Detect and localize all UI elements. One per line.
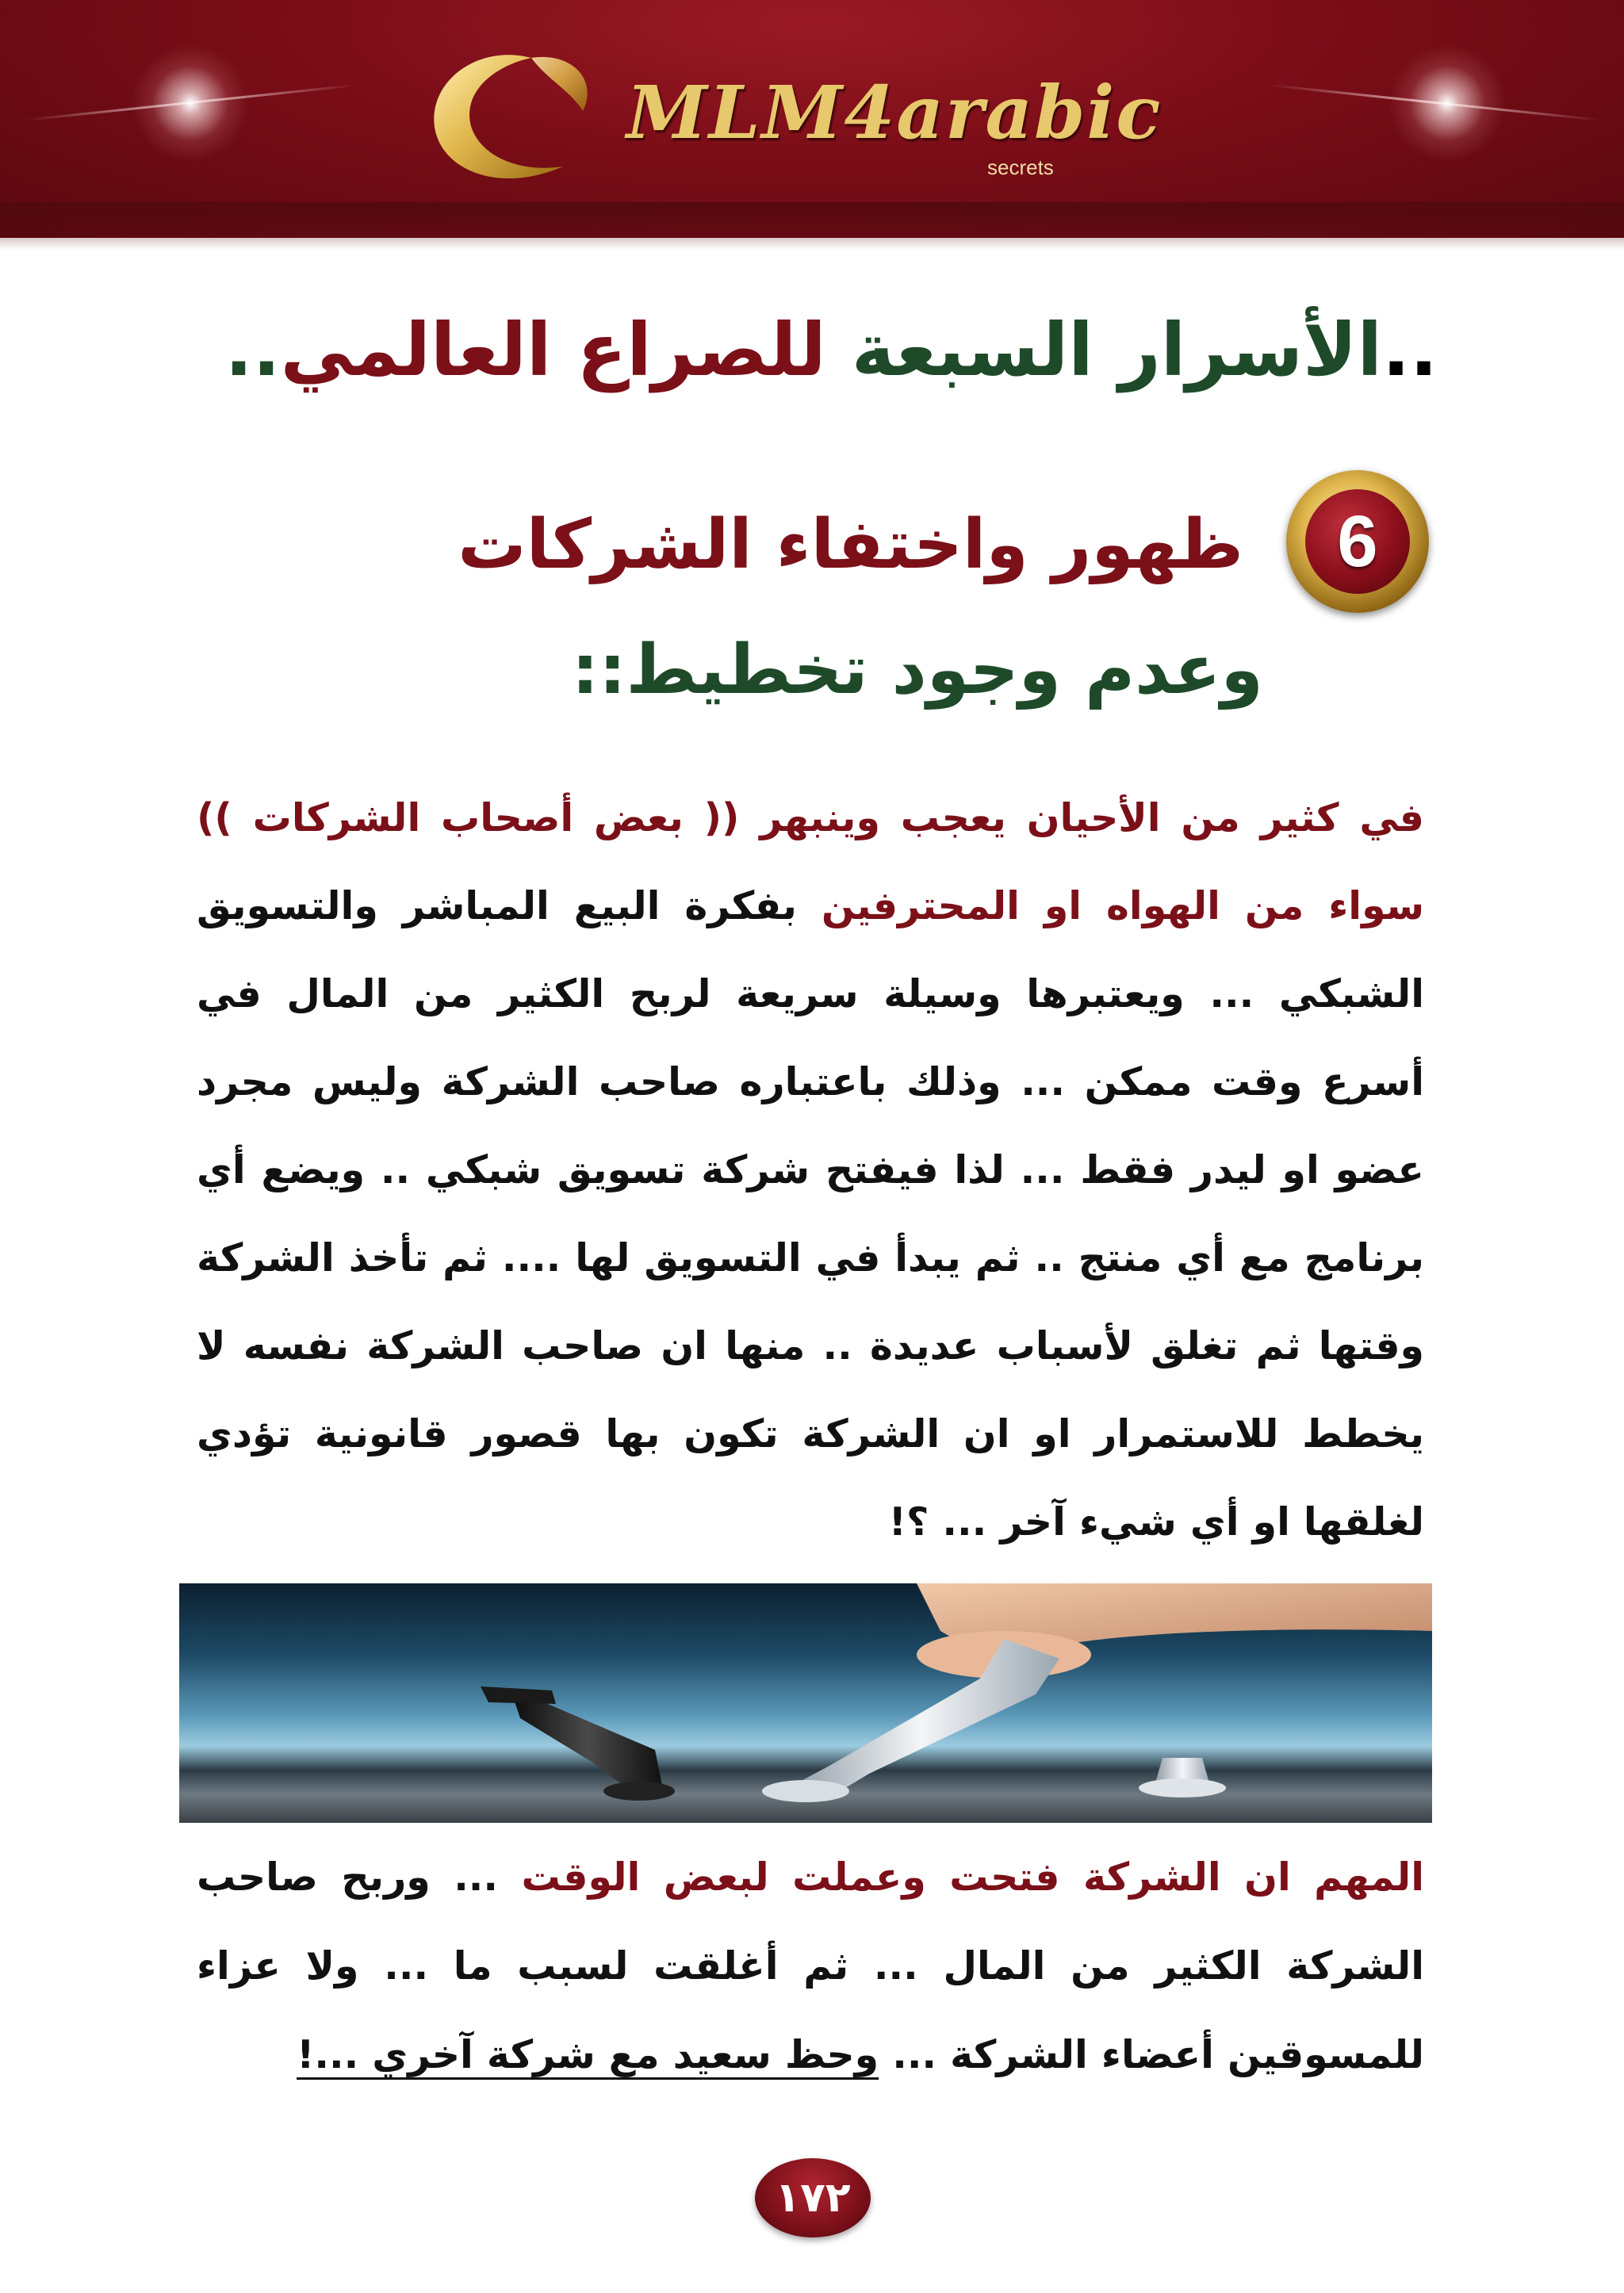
- paragraph-1-text: بفكرة البيع المباشر والتسويق الشبكي ... ويعتبرها وسيلة سريعة لربح الكثير من المال في أسرع وقت ممكن ... وذلك باعتباره صاحب الشركة وليس مجرد عضو او ليدر فقط ... لذا فيفتح شركة تسويق شبكي .. ويضع أي برنامج مع أي منتج .. ثم يبدأ في التسويق لها .... ثم تأخذ الشركة وقتها ثم تغلق لأسباب عديدة .. منها ان صاحب الشركة نفسه لا يخطط للاستمرار او ان الشركة تكون بها قصور قانونية تؤدي لغلقها او أي شيء آخر ... ؟!: [197, 883, 1424, 1545]
- section-heading-line1: ظهور واختفاء الشركات: [458, 505, 1243, 584]
- crescent-logo-icon: [412, 36, 603, 194]
- section-heading-line2: وعدم وجود تخطيط::: [571, 630, 1263, 710]
- body-paragraph-2: [197, 1833, 1424, 2100]
- section-number: 6: [1305, 489, 1410, 594]
- chess-image: [179, 1583, 1432, 1823]
- header-shadow: [0, 202, 1624, 250]
- paragraph-2-text: ... وربح صاحب الشركة الكثير من المال ... ثم أغلقت لسبب ما ... ولا عزاء للمسوقين أعضاء الشركة ...: [197, 1855, 1424, 2077]
- title-prefix: ..: [1382, 308, 1438, 392]
- underlined-text: وحظ سعيد مع شركة آخري ...!: [297, 2032, 879, 2077]
- title-suffix: ..: [224, 308, 281, 392]
- highlight-text-c: المهم ان الشركة فتحت وعملت لبعض الوقت: [521, 1855, 1424, 1900]
- body-paragraph-1: [197, 774, 1424, 1566]
- chess-illustration: [179, 1583, 1432, 1823]
- title-part-red: للصراع العالمي: [280, 308, 826, 392]
- page-number: ١٧٢: [755, 2158, 871, 2237]
- logo-wordmark: MLM4arabic: [626, 70, 1162, 155]
- highlight-text-b: سواء من الهواه او المحترفين: [821, 883, 1425, 928]
- logo-subtext: secrets: [987, 155, 1054, 179]
- page-title: [90, 295, 1438, 406]
- lens-flare-right: [1388, 44, 1507, 163]
- title-part-dark: الأسرار السبعة: [851, 308, 1383, 392]
- number-badge-icon: [1286, 470, 1429, 613]
- highlight-text-a: في كثير من الأحيان يعجب وينبهر (( بعض أصحاب الشركات )): [197, 795, 1424, 840]
- lens-flare-left: [131, 44, 250, 163]
